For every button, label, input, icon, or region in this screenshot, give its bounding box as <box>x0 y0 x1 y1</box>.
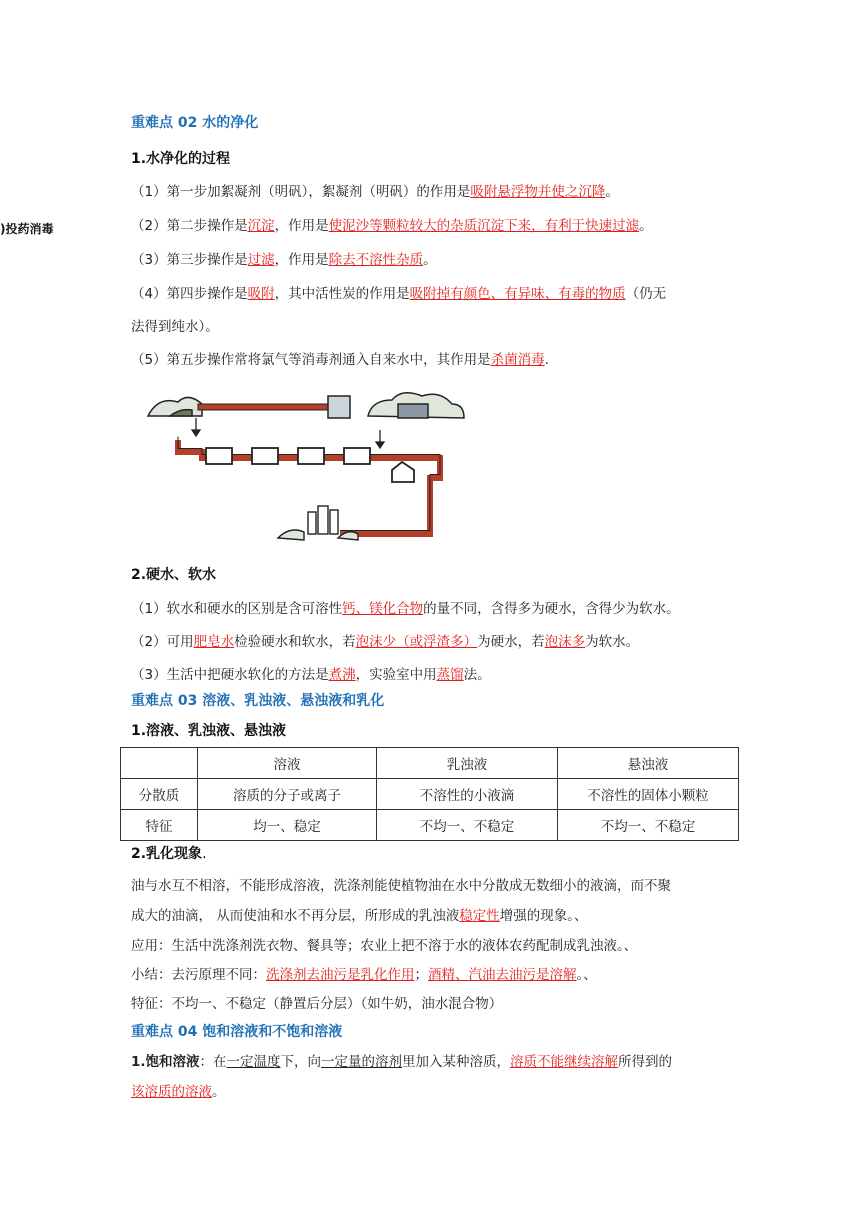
subheading-solutions: 1.溶液、乳浊液、悬浊液 <box>131 723 287 739</box>
step-4: （4）第四步操作是吸附，其中活性炭的作用是吸附掉有颜色、有异味、有毒的物质（仍无 <box>131 286 667 302</box>
water-treatment-diagram <box>140 378 470 552</box>
saturated-def-1: 1.饱和溶液：在一定温度下，向一定量的溶剂里加入某种溶质，溶质不能继续溶解所得到的 <box>131 1054 673 1070</box>
feature-line: 特征：不均一、不稳定（静置后分层）（如牛奶，油水混合物） <box>131 996 503 1012</box>
table-row <box>121 779 739 810</box>
emulsion-para-2: 成大的油滴， 从而使油和水不再分层，所形成的乳浊液稳定性增强的现象。、 <box>131 908 588 924</box>
section-04-title: 重难点 04 饱和溶液和不饱和溶液 <box>131 1024 343 1040</box>
step-2: （2）第二步操作是沉淀，作用是使泥沙等颗粒较大的杂质沉淀下来，有利于快速过滤。 <box>131 218 653 234</box>
step-1: （1）第一步加絮凝剂（明矾），絮凝剂（明矾）的作用是吸附悬浮物并使之沉降。 <box>131 184 619 200</box>
table-cell <box>121 748 198 779</box>
subheading-purification-process: 1.水净化的过程 <box>131 151 231 167</box>
table-cell: 不溶性的固体小颗粒 <box>558 779 739 810</box>
step-5: （5）第五步操作常将氯气等消毒剂通入自来水中，其作用是杀菌消毒. <box>131 352 549 368</box>
saturated-def-2: 该溶质的溶液。 <box>131 1084 226 1100</box>
river-hill-left <box>148 397 202 416</box>
table-cell: 不均一、不稳定 <box>377 810 558 841</box>
intake-station <box>328 396 350 418</box>
table-header: 溶液 <box>198 748 377 779</box>
table-header: 悬浊液 <box>558 748 739 779</box>
reservoir-trees-right <box>368 393 464 418</box>
dispersion-table <box>120 747 739 841</box>
emulsion-para-1: 油与水互不相溶，不能形成溶液，洗涤剂能使植物油在水中分散成无数细小的液滴，而不聚 <box>131 878 671 894</box>
table-cell: 溶质的分子或离子 <box>198 779 377 810</box>
hard-water-2: （2）可用肥皂水检验硬水和软水，若泡沫少（或浮渣多）为硬水，若泡沫多为软水。 <box>131 634 640 650</box>
summary-line: 小结：去污原理不同：洗涤剂去油污是乳化作用；酒精、汽油去油污是溶解。、 <box>131 967 597 983</box>
table-row <box>121 810 739 841</box>
dosing-arrows <box>192 418 384 448</box>
application-line: 应用：生活中洗涤剂洗衣物、餐具等；农业上把不溶于水的液体农药配制成乳浊液。、 <box>131 938 638 954</box>
subheading-emulsification: 2.乳化现象. <box>131 846 207 862</box>
table-header: 乳浊液 <box>377 748 558 779</box>
subheading-hard-soft-water: 2.硬水、软水 <box>131 567 217 583</box>
step-3: （3）第三步操作是过滤，作用是除去不溶性杂质。 <box>131 252 437 268</box>
section-02-title: 重难点 02 水的净化 <box>131 115 259 131</box>
section-03-title: 重难点 03 溶液、乳浊液、悬浊液和乳化 <box>131 693 385 709</box>
treatment-tanks <box>206 448 414 482</box>
table-cell: 分散质 <box>121 779 198 810</box>
table-cell: 均一、稳定 <box>198 810 377 841</box>
table-cell: 不溶性的小液滴 <box>377 779 558 810</box>
table-cell: 特征 <box>121 810 198 841</box>
intake-pipe <box>198 404 328 410</box>
table-header-row <box>121 748 739 779</box>
step-4-cont: 法得到纯水）。 <box>131 319 219 335</box>
hard-water-1: （1）软水和硬水的区别是含可溶性钙、镁化合物的量不同，含得多为硬水，含得少为软水。 <box>131 601 680 617</box>
side-note: )投药消毒 <box>0 222 54 236</box>
table-cell: 不均一、不稳定 <box>558 810 739 841</box>
hard-water-3: （3）生活中把硬水软化的方法是煮沸，实验室中用蒸馏法。 <box>131 667 491 683</box>
city-buildings <box>278 506 358 540</box>
